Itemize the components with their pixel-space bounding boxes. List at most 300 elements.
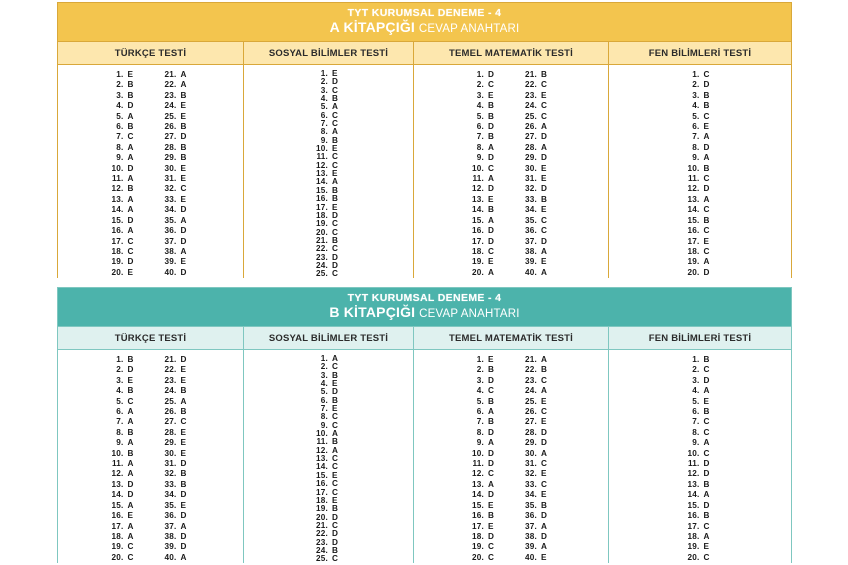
answer-letter: D <box>180 511 187 521</box>
answer-letter: B <box>488 511 495 521</box>
answer-item <box>467 195 502 205</box>
column-header-fen: FEN BİLİMLERİ TESTİ <box>608 42 791 64</box>
answer-item <box>160 80 195 90</box>
answer-item <box>520 397 555 407</box>
answer-letter: C <box>332 119 339 129</box>
answer-item <box>160 522 195 532</box>
answer-letter: D <box>127 479 134 489</box>
answer-number: 12. <box>111 469 124 479</box>
answer-item <box>160 490 195 500</box>
answer-item <box>467 459 502 469</box>
answer-item <box>160 355 195 365</box>
answer-number: 32. <box>525 184 537 194</box>
answer-item <box>683 122 718 132</box>
answer-number: 1. <box>116 70 124 79</box>
answer-number: 13. <box>316 454 328 464</box>
answer-item <box>467 91 502 101</box>
answer-letter: B <box>488 205 495 215</box>
answer-letter: C <box>332 110 339 120</box>
answer-letter: E <box>541 163 547 173</box>
answer-letter: B <box>332 545 339 555</box>
answer-letter: A <box>127 205 134 215</box>
answer-item <box>683 91 718 101</box>
answer-letter: E <box>127 511 134 521</box>
answer-letter: A <box>703 257 710 267</box>
answer-number: 33. <box>525 194 537 204</box>
answer-number: 18. <box>687 246 700 256</box>
answer-letter: E <box>488 500 494 510</box>
answer-number: 13. <box>472 479 484 489</box>
answer-letter: D <box>541 531 548 541</box>
answer-number: 17. <box>111 236 124 246</box>
answer-number: 18. <box>472 246 484 256</box>
answer-number: 34. <box>525 205 537 215</box>
sheet-b-booklet-title <box>329 305 519 320</box>
answer-letter: C <box>703 246 710 256</box>
answer-number: 9. <box>320 135 328 145</box>
answer-item <box>683 184 718 194</box>
answer-item <box>311 405 346 413</box>
answer-item <box>160 438 195 448</box>
answer-letter: A <box>127 417 134 427</box>
answer-letter: B <box>488 396 495 406</box>
answer-number: 3. <box>476 375 484 385</box>
answer-letter: A <box>127 459 134 469</box>
answer-letter: C <box>703 521 710 531</box>
answer-letter: B <box>127 122 134 132</box>
answer-item <box>520 542 555 552</box>
answer-number: 21. <box>164 70 177 79</box>
answer-item <box>683 112 718 122</box>
answer-letter: E <box>541 90 547 100</box>
answer-item <box>467 511 502 521</box>
column-header-sosyal: SOSYAL BİLİMLER TESTİ <box>243 42 413 64</box>
answer-letter: B <box>332 94 339 104</box>
answer-number: 9. <box>476 153 484 163</box>
answer-letter: A <box>127 407 134 417</box>
sheet-b-title-band <box>58 288 791 326</box>
answer-item <box>467 428 502 438</box>
answer-number: 15. <box>316 185 328 195</box>
answer-item <box>160 407 195 417</box>
answer-number: 11. <box>316 437 328 447</box>
answer-letter: D <box>703 469 710 479</box>
answer-item <box>160 428 195 438</box>
answer-item <box>520 407 555 417</box>
answer-item <box>107 268 142 278</box>
answer-number: 13. <box>316 169 328 179</box>
answer-number: 21. <box>525 70 537 79</box>
answer-number: 20. <box>316 512 328 522</box>
answer-letter: D <box>488 427 495 437</box>
answer-letter: C <box>541 459 548 469</box>
answer-item <box>467 143 502 153</box>
answer-item <box>160 417 195 427</box>
answer-item <box>467 122 502 132</box>
answer-number: 22. <box>316 529 328 539</box>
answer-item <box>520 469 555 479</box>
answer-letter: C <box>703 70 710 79</box>
answer-number: 24. <box>316 260 328 270</box>
answer-item <box>683 532 718 542</box>
sheet-b-booklet-label: B KİTAPÇIĞI <box>329 304 416 321</box>
answer-block <box>683 355 718 563</box>
answer-number: 27. <box>164 417 177 427</box>
answer-letter: D <box>127 257 134 267</box>
answer-item <box>520 174 555 184</box>
answer-block <box>311 355 346 563</box>
answer-number: 2. <box>320 362 328 372</box>
answer-item <box>683 553 718 563</box>
answer-item <box>311 397 346 405</box>
answer-number: 5. <box>476 111 484 121</box>
answer-number: 12. <box>472 469 484 479</box>
answer-letter: D <box>180 531 187 541</box>
answer-item <box>160 132 195 142</box>
answer-item <box>107 143 142 153</box>
answer-item <box>107 417 142 427</box>
answer-number: 27. <box>525 417 537 427</box>
answer-letter: B <box>332 185 339 195</box>
answer-letter: A <box>127 194 134 204</box>
answer-letter: D <box>127 490 134 500</box>
answer-letter: A <box>541 542 548 552</box>
answer-number: 38. <box>525 246 537 256</box>
answer-letter: B <box>332 235 339 245</box>
answer-item <box>467 386 502 396</box>
answer-letter: C <box>541 215 548 225</box>
answer-number: 37. <box>525 521 537 531</box>
answer-subcolumns <box>683 355 718 563</box>
answer-item <box>467 132 502 142</box>
answer-letter: E <box>541 552 547 562</box>
answer-letter: D <box>703 142 710 152</box>
answer-number: 14. <box>472 490 484 500</box>
answer-item <box>107 553 142 563</box>
answer-number: 25. <box>164 111 177 121</box>
answer-number: 13. <box>472 194 484 204</box>
answer-number: 8. <box>476 427 484 437</box>
column-header-matematik: TEMEL MATEMATİK TESTİ <box>413 327 608 349</box>
answer-item <box>107 257 142 267</box>
answer-item <box>107 449 142 459</box>
answer-item <box>107 407 142 417</box>
answer-number: 10. <box>111 163 124 173</box>
answer-number: 3. <box>320 370 328 380</box>
answer-column-matematik <box>413 350 608 563</box>
answer-letter: B <box>703 479 710 489</box>
answer-letter: B <box>488 111 495 121</box>
answer-letter: E <box>541 490 547 500</box>
answer-item <box>520 501 555 511</box>
answer-item <box>160 164 195 174</box>
answer-number: 9. <box>320 420 328 430</box>
answer-letter: C <box>332 269 339 279</box>
answer-item <box>520 101 555 111</box>
answer-item <box>683 511 718 521</box>
answer-number: 4. <box>116 386 124 396</box>
answer-letter: D <box>703 500 710 510</box>
answer-letter: D <box>332 537 339 547</box>
answer-number: 21. <box>164 355 177 364</box>
answer-number: 11. <box>472 459 484 469</box>
answer-item <box>160 542 195 552</box>
answer-letter: D <box>180 132 187 142</box>
answer-letter: D <box>703 184 710 194</box>
answer-item <box>467 397 502 407</box>
answer-number: 29. <box>164 153 177 163</box>
answer-item <box>160 469 195 479</box>
answer-letter: A <box>180 80 187 90</box>
answer-number: 23. <box>316 537 328 547</box>
answer-number: 7. <box>476 132 484 142</box>
answer-item <box>683 216 718 226</box>
answer-number: 29. <box>164 438 177 448</box>
answer-letter: B <box>180 122 187 132</box>
answer-number: 4. <box>116 101 124 111</box>
answer-letter: D <box>332 260 339 270</box>
answer-number: 23. <box>316 252 328 262</box>
answer-letter: E <box>332 470 338 480</box>
answer-letter: A <box>488 407 495 417</box>
answer-number: 40. <box>525 267 537 277</box>
answer-number: 1. <box>320 69 328 78</box>
answer-item <box>467 449 502 459</box>
answer-number: 5. <box>476 396 484 406</box>
answer-letter: C <box>332 554 339 564</box>
answer-item <box>160 174 195 184</box>
answer-column-sosyal <box>243 350 413 563</box>
answer-number: 24. <box>164 101 177 111</box>
answer-item <box>107 397 142 407</box>
answer-item <box>107 480 142 490</box>
answer-number: 20. <box>472 552 484 562</box>
answer-number: 14. <box>687 490 700 500</box>
answer-item <box>683 490 718 500</box>
answer-number: 29. <box>525 153 537 163</box>
answer-item <box>311 270 346 278</box>
answer-number: 12. <box>472 184 484 194</box>
answer-letter: C <box>127 246 134 256</box>
answer-letter: A <box>703 194 710 204</box>
answer-letter: D <box>488 448 495 458</box>
answer-number: 38. <box>164 246 177 256</box>
answer-item <box>683 174 718 184</box>
answer-letter: B <box>332 395 339 405</box>
answer-letter: E <box>541 417 547 427</box>
answer-number: 5. <box>320 102 328 112</box>
answer-letter: C <box>703 226 710 236</box>
answer-number: 35. <box>164 500 177 510</box>
answer-item <box>683 542 718 552</box>
answer-number: 6. <box>692 407 700 417</box>
answer-letter: A <box>332 445 339 455</box>
answer-item <box>311 355 346 363</box>
answer-letter: B <box>703 90 710 100</box>
answer-number: 25. <box>316 554 328 564</box>
answer-letter: A <box>127 469 134 479</box>
answer-number: 7. <box>476 417 484 427</box>
answer-item <box>311 78 346 86</box>
answer-item <box>107 247 142 257</box>
answer-item <box>520 216 555 226</box>
answer-number: 24. <box>525 101 537 111</box>
answer-letter: B <box>703 163 710 173</box>
answer-letter: C <box>332 227 339 237</box>
answer-number: 23. <box>525 375 537 385</box>
answer-letter: E <box>180 111 187 121</box>
column-header-sosyal: SOSYAL BİLİMLER TESTİ <box>243 327 413 349</box>
answer-letter: E <box>488 521 494 531</box>
answer-number: 39. <box>525 257 537 267</box>
answer-number: 11. <box>316 152 328 162</box>
answer-item <box>160 226 195 236</box>
answer-letter: D <box>180 267 187 277</box>
answer-letter: E <box>541 257 547 267</box>
answer-letter: A <box>703 386 710 396</box>
answer-item <box>683 355 718 365</box>
answer-number: 40. <box>164 267 177 277</box>
answer-letter: C <box>332 160 339 170</box>
answer-letter: C <box>332 520 339 530</box>
answer-number: 36. <box>525 511 537 521</box>
answer-letter: A <box>127 531 134 541</box>
answer-letter: C <box>703 448 710 458</box>
answer-number: 1. <box>116 355 124 364</box>
answer-item <box>520 237 555 247</box>
answer-item <box>467 268 502 278</box>
answer-letter: B <box>127 90 134 100</box>
answer-letter: A <box>703 490 710 500</box>
answer-letter: B <box>180 142 187 152</box>
answer-number: 8. <box>116 427 124 437</box>
answer-number: 10. <box>687 163 700 173</box>
answer-number: 19. <box>111 257 124 267</box>
answer-number: 23. <box>164 375 177 385</box>
answer-number: 40. <box>525 552 537 562</box>
answer-item <box>107 112 142 122</box>
answer-number: 25. <box>525 111 537 121</box>
answer-block <box>467 355 502 563</box>
answer-item <box>160 480 195 490</box>
answer-number: 10. <box>472 448 484 458</box>
answer-number: 22. <box>164 365 177 375</box>
answer-number: 32. <box>525 469 537 479</box>
answer-letter: B <box>180 90 187 100</box>
answer-letter: D <box>541 184 548 194</box>
answer-letter: D <box>127 163 134 173</box>
answer-item <box>107 376 142 386</box>
answer-item <box>107 511 142 521</box>
answer-letter: D <box>180 226 187 236</box>
answer-item <box>520 365 555 375</box>
answer-letter: E <box>180 375 187 385</box>
answer-item <box>160 365 195 375</box>
answer-item <box>107 184 142 194</box>
answer-item <box>107 542 142 552</box>
answer-number: 14. <box>316 177 328 187</box>
answer-letter: A <box>703 438 710 448</box>
answer-item <box>467 205 502 215</box>
answer-item <box>467 532 502 542</box>
answer-subcolumns <box>311 70 346 278</box>
answer-letter: D <box>488 531 495 541</box>
answer-letter: D <box>488 70 495 79</box>
answer-number: 31. <box>164 459 177 469</box>
answer-subcolumns <box>107 355 195 563</box>
answer-item <box>683 257 718 267</box>
answer-number: 19. <box>472 257 484 267</box>
answer-letter: E <box>541 469 547 479</box>
answer-number: 6. <box>476 122 484 132</box>
answer-letter: E <box>703 542 710 552</box>
answer-letter: A <box>127 142 134 152</box>
answer-letter: C <box>332 454 339 464</box>
answer-item <box>467 490 502 500</box>
answer-key-sheet-a <box>57 2 792 278</box>
answer-number: 6. <box>116 407 124 417</box>
answer-number: 37. <box>525 236 537 246</box>
answer-number: 4. <box>320 94 328 104</box>
answer-letter: C <box>703 552 710 562</box>
answer-letter: A <box>180 521 187 531</box>
answer-item <box>160 112 195 122</box>
answer-item <box>107 70 142 80</box>
answer-item <box>467 80 502 90</box>
answer-item <box>683 438 718 448</box>
answer-item <box>683 153 718 163</box>
answer-item <box>683 522 718 532</box>
answer-number: 38. <box>525 531 537 541</box>
answer-number: 9. <box>116 153 124 163</box>
answer-letter: E <box>180 427 187 437</box>
answer-item <box>311 87 346 95</box>
answer-letter: B <box>127 386 134 396</box>
answer-letter: D <box>541 511 548 521</box>
answer-letter: C <box>703 111 710 121</box>
answer-item <box>311 413 346 421</box>
answer-number: 16. <box>111 511 124 521</box>
answer-item <box>160 501 195 511</box>
answer-block <box>520 355 555 563</box>
sheet-b-answer-body <box>58 350 791 563</box>
answer-number: 5. <box>116 111 124 121</box>
answer-letter: B <box>180 479 187 489</box>
answer-letter: B <box>127 448 134 458</box>
answer-letter: C <box>541 111 548 121</box>
answer-letter: B <box>127 80 134 90</box>
answer-block <box>160 355 195 563</box>
answer-number: 39. <box>525 542 537 552</box>
answer-number: 27. <box>164 132 177 142</box>
answer-letter: D <box>541 153 548 163</box>
answer-number: 5. <box>692 396 700 406</box>
answer-number: 18. <box>111 246 124 256</box>
answer-item <box>160 101 195 111</box>
answer-number: 19. <box>687 542 700 552</box>
answer-number: 12. <box>316 445 328 455</box>
answer-number: 8. <box>320 412 328 422</box>
answer-item <box>467 101 502 111</box>
answer-letter: B <box>488 365 495 375</box>
answer-item <box>467 112 502 122</box>
answer-subcolumns <box>467 70 555 278</box>
answer-letter: C <box>332 412 339 422</box>
answer-subcolumns <box>467 355 555 563</box>
answer-number: 34. <box>525 490 537 500</box>
answer-number: 17. <box>111 521 124 531</box>
answer-letter: D <box>332 210 339 220</box>
